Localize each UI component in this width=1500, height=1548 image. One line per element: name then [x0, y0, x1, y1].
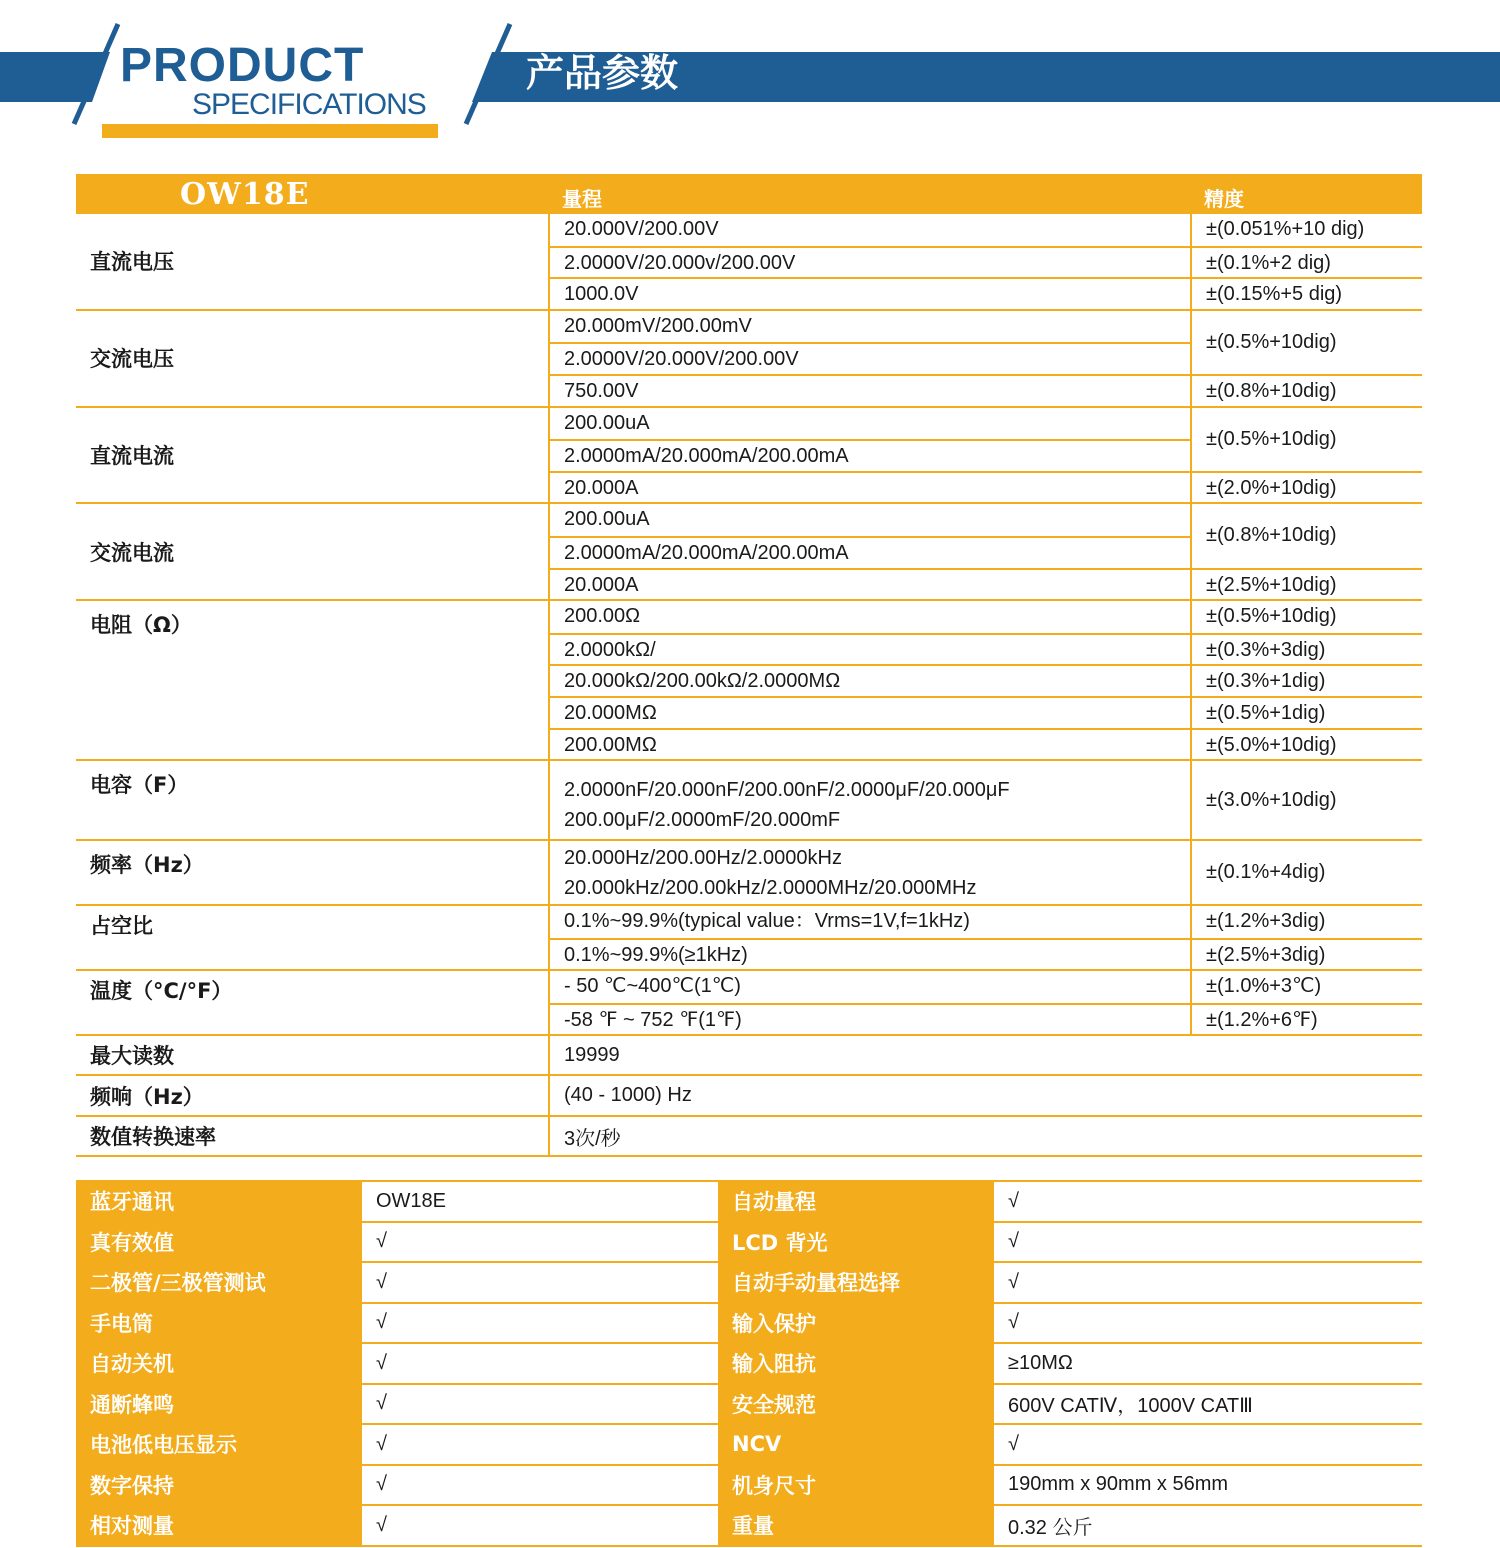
accuracy-cell: ±(0.1%+2 dig) — [1192, 246, 1422, 278]
accuracy-column — [1190, 761, 1422, 839]
accuracy-cell: ±(0.5%+10dig) — [1206, 605, 1337, 628]
row-value: 3次/秒 — [548, 1117, 1422, 1155]
feature-value: √ — [1008, 1230, 1019, 1253]
range-cell: 0.1%~99.9%(typical value：Vrms=1V,f=1kHz) — [564, 910, 970, 933]
range-cell: 2.0000mA/20.000mA/200.00mA — [550, 439, 1190, 471]
accuracy-header: 精度 — [1204, 187, 1244, 211]
range-cell: 2.0000V/20.000V/200.00V — [550, 342, 1190, 374]
feature-key: 真有效值 — [76, 1223, 362, 1262]
spec-group-dc-current — [76, 408, 1422, 505]
spec-row-max-reading — [76, 1036, 1422, 1076]
accuracy-column — [1190, 214, 1422, 309]
feature-row — [76, 1304, 1422, 1345]
range-text: 20.000Hz/200.00Hz/2.0000kHz — [564, 847, 842, 870]
row-name: 最大读数 — [90, 1044, 174, 1069]
group-name: 温度（°C/°F） — [90, 979, 233, 1004]
feature-row — [76, 1344, 1422, 1385]
group-name: 电阻（Ω） — [90, 613, 192, 638]
accuracy-cell: ±(0.5%+10dig) — [1206, 427, 1337, 450]
accuracy-column — [1190, 311, 1422, 406]
feature-value: 0.32 公斤 — [1008, 1516, 1093, 1539]
accuracy-column — [1190, 971, 1422, 1034]
feature-value: ≥10MΩ — [1008, 1351, 1073, 1374]
range-column — [548, 601, 1190, 759]
spec-row-frequency-response — [76, 1076, 1422, 1117]
feature-row — [76, 1263, 1422, 1304]
feature-value: √ — [1008, 1270, 1019, 1293]
spec-group-frequency — [76, 841, 1422, 906]
feature-key: 蓝牙通讯 — [76, 1182, 362, 1221]
range-cell: 20.000A — [550, 471, 1190, 503]
feature-value: OW18E — [376, 1189, 447, 1212]
range-cell: 200.00uA — [564, 411, 650, 434]
spec-group-ac-voltage — [76, 311, 1422, 408]
feature-value: √ — [376, 1230, 387, 1253]
range-cell: 20.000mV/200.00mV — [564, 314, 752, 337]
header-underline — [102, 124, 438, 138]
range-cell: 200.00uA — [564, 508, 650, 531]
range-cell: 0.1%~99.9%(≥1kHz) — [550, 938, 1190, 970]
spec-group-dc-voltage — [76, 214, 1422, 311]
header-cn-title: 产品参数 — [526, 51, 679, 95]
range-cell: 200.00Ω — [564, 605, 641, 628]
feature-key: 数字保持 — [76, 1466, 362, 1505]
range-cell: 750.00V — [550, 374, 1190, 406]
header-en-subtitle: SPECIFICATIONS — [192, 88, 426, 121]
accuracy-cell: ±(0.8%+10dig) — [1192, 374, 1422, 406]
range-cell: -58 ℉ ~ 752 ℉(1℉) — [550, 1003, 1190, 1035]
range-column — [548, 971, 1190, 1034]
spec-group-temperature — [76, 971, 1422, 1036]
feature-key: 输入阻抗 — [714, 1344, 994, 1383]
feature-key: 自动手动量程选择 — [714, 1263, 994, 1302]
feature-value: √ — [1008, 1311, 1019, 1334]
feature-key: NCV — [714, 1425, 994, 1464]
range-line — [550, 761, 1190, 835]
accuracy-cell: ±(0.15%+5 dig) — [1192, 277, 1422, 309]
feature-key: LCD 背光 — [714, 1223, 994, 1262]
accuracy-cell: ±(1.2%+3dig) — [1206, 910, 1326, 933]
group-name: 直流电压 — [90, 250, 174, 275]
group-name: 频率（Hz） — [90, 853, 204, 878]
feature-key: 重量 — [714, 1506, 994, 1545]
feature-value: √ — [376, 1311, 387, 1334]
accuracy-column — [1190, 906, 1422, 969]
feature-row — [76, 1385, 1422, 1426]
accuracy-cell: ±(1.0%+3℃) — [1206, 975, 1322, 998]
range-line — [550, 841, 1190, 903]
accuracy-cell: ±(0.3%+3dig) — [1192, 633, 1422, 665]
accuracy-column — [1190, 601, 1422, 759]
feature-key: 通断蜂鸣 — [76, 1385, 362, 1424]
spec-row-conversion-rate — [76, 1117, 1422, 1157]
accuracy-cell: ±(0.1%+4dig) — [1206, 861, 1326, 884]
feature-value: √ — [376, 1432, 387, 1455]
accuracy-column — [1190, 504, 1422, 599]
feature-key: 电池低电压显示 — [76, 1425, 362, 1464]
row-value: (40 - 1000) Hz — [548, 1076, 1422, 1115]
accuracy-cell: ±(0.051%+10 dig) — [1206, 218, 1365, 240]
range-cell: 1000.0V — [550, 277, 1190, 309]
range-column — [548, 311, 1190, 406]
group-name: 交流电流 — [90, 540, 174, 565]
spec-group-duty-cycle — [76, 906, 1422, 971]
accuracy-cell: ±(5.0%+10dig) — [1192, 728, 1422, 760]
range-cell: 2.0000kΩ/ — [550, 633, 1190, 665]
feature-value: 600V CATⅣ，1000V CATⅢ — [1008, 1395, 1253, 1418]
range-column — [548, 214, 1190, 309]
range-text: 20.000kHz/200.00kHz/2.0000MHz/20.000MHz — [564, 877, 977, 900]
range-cell: 20.000MΩ — [550, 696, 1190, 728]
range-column — [548, 761, 1190, 839]
spec-group-resistance — [76, 601, 1422, 761]
range-cell: 20.000V/200.00V — [564, 218, 719, 240]
feature-value: √ — [376, 1392, 387, 1415]
range-text: 2.0000nF/20.000nF/200.00nF/2.0000μF/20.000μF — [564, 779, 1010, 802]
feature-table — [76, 1180, 1422, 1547]
feature-row — [76, 1466, 1422, 1507]
feature-value: 190mm x 90mm x 56mm — [1008, 1473, 1229, 1496]
feature-key: 机身尺寸 — [714, 1466, 994, 1505]
range-column — [548, 906, 1190, 969]
accuracy-cell: ±(0.3%+1dig) — [1192, 664, 1422, 696]
row-value: 19999 — [548, 1036, 1422, 1074]
feature-value: √ — [1008, 1432, 1019, 1455]
spec-group-capacitance — [76, 761, 1422, 841]
spec-table — [76, 174, 1422, 1157]
feature-key: 输入保护 — [714, 1304, 994, 1343]
accuracy-cell: ±(0.8%+10dig) — [1206, 524, 1337, 547]
feature-key: 安全规范 — [714, 1385, 994, 1424]
group-name: 占空比 — [90, 914, 153, 939]
group-name: 电容（F） — [90, 773, 189, 798]
model-header: OW18E — [180, 177, 310, 212]
accuracy-cell: ±(2.0%+10dig) — [1192, 471, 1422, 503]
feature-key: 自动关机 — [76, 1344, 362, 1383]
feature-row — [76, 1506, 1422, 1547]
feature-value: √ — [376, 1351, 387, 1374]
accuracy-cell: ±(3.0%+10dig) — [1206, 788, 1337, 811]
feature-key: 相对测量 — [76, 1506, 362, 1545]
range-cell: 2.0000V/20.000v/200.00V — [550, 246, 1190, 278]
header-banner — [0, 0, 1500, 160]
row-name: 数值转换速率 — [90, 1125, 216, 1150]
accuracy-column — [1190, 408, 1422, 503]
accuracy-cell: ±(0.5%+1dig) — [1192, 696, 1422, 728]
row-name: 频响（Hz） — [90, 1084, 204, 1109]
accuracy-cell: ±(2.5%+3dig) — [1192, 938, 1422, 970]
feature-key: 自动量程 — [714, 1182, 994, 1221]
range-cell: - 50 ℃~400℃(1℃) — [564, 975, 741, 998]
range-column — [548, 841, 1190, 904]
feature-row — [76, 1182, 1422, 1223]
feature-key: 二极管/三极管测试 — [76, 1263, 362, 1302]
range-column — [548, 504, 1190, 599]
accuracy-cell: ±(0.5%+10dig) — [1206, 330, 1337, 353]
spec-group-ac-current — [76, 504, 1422, 601]
range-header: 量程 — [562, 187, 602, 211]
header-en-title: PRODUCT — [120, 39, 365, 92]
accuracy-cell: ±(1.2%+6℉) — [1192, 1003, 1422, 1035]
range-cell: 20.000kΩ/200.00kΩ/2.0000MΩ — [550, 664, 1190, 696]
group-name: 交流电压 — [90, 347, 174, 372]
feature-row — [76, 1425, 1422, 1466]
range-cell: 200.00MΩ — [550, 728, 1190, 760]
accuracy-cell: ±(2.5%+10dig) — [1192, 568, 1422, 600]
feature-value: √ — [1008, 1189, 1019, 1212]
range-cell: 2.0000mA/20.000mA/200.00mA — [550, 536, 1190, 568]
feature-value: √ — [376, 1270, 387, 1293]
feature-key: 手电筒 — [76, 1304, 362, 1343]
feature-value: √ — [376, 1473, 387, 1496]
feature-value: √ — [376, 1513, 387, 1536]
feature-row — [76, 1223, 1422, 1264]
group-name: 直流电流 — [90, 443, 174, 468]
spec-table-header — [76, 174, 1422, 214]
range-column — [548, 408, 1190, 503]
range-cell: 20.000A — [550, 568, 1190, 600]
accuracy-column — [1190, 841, 1422, 904]
range-text: 200.00μF/2.0000mF/20.000mF — [564, 809, 841, 832]
